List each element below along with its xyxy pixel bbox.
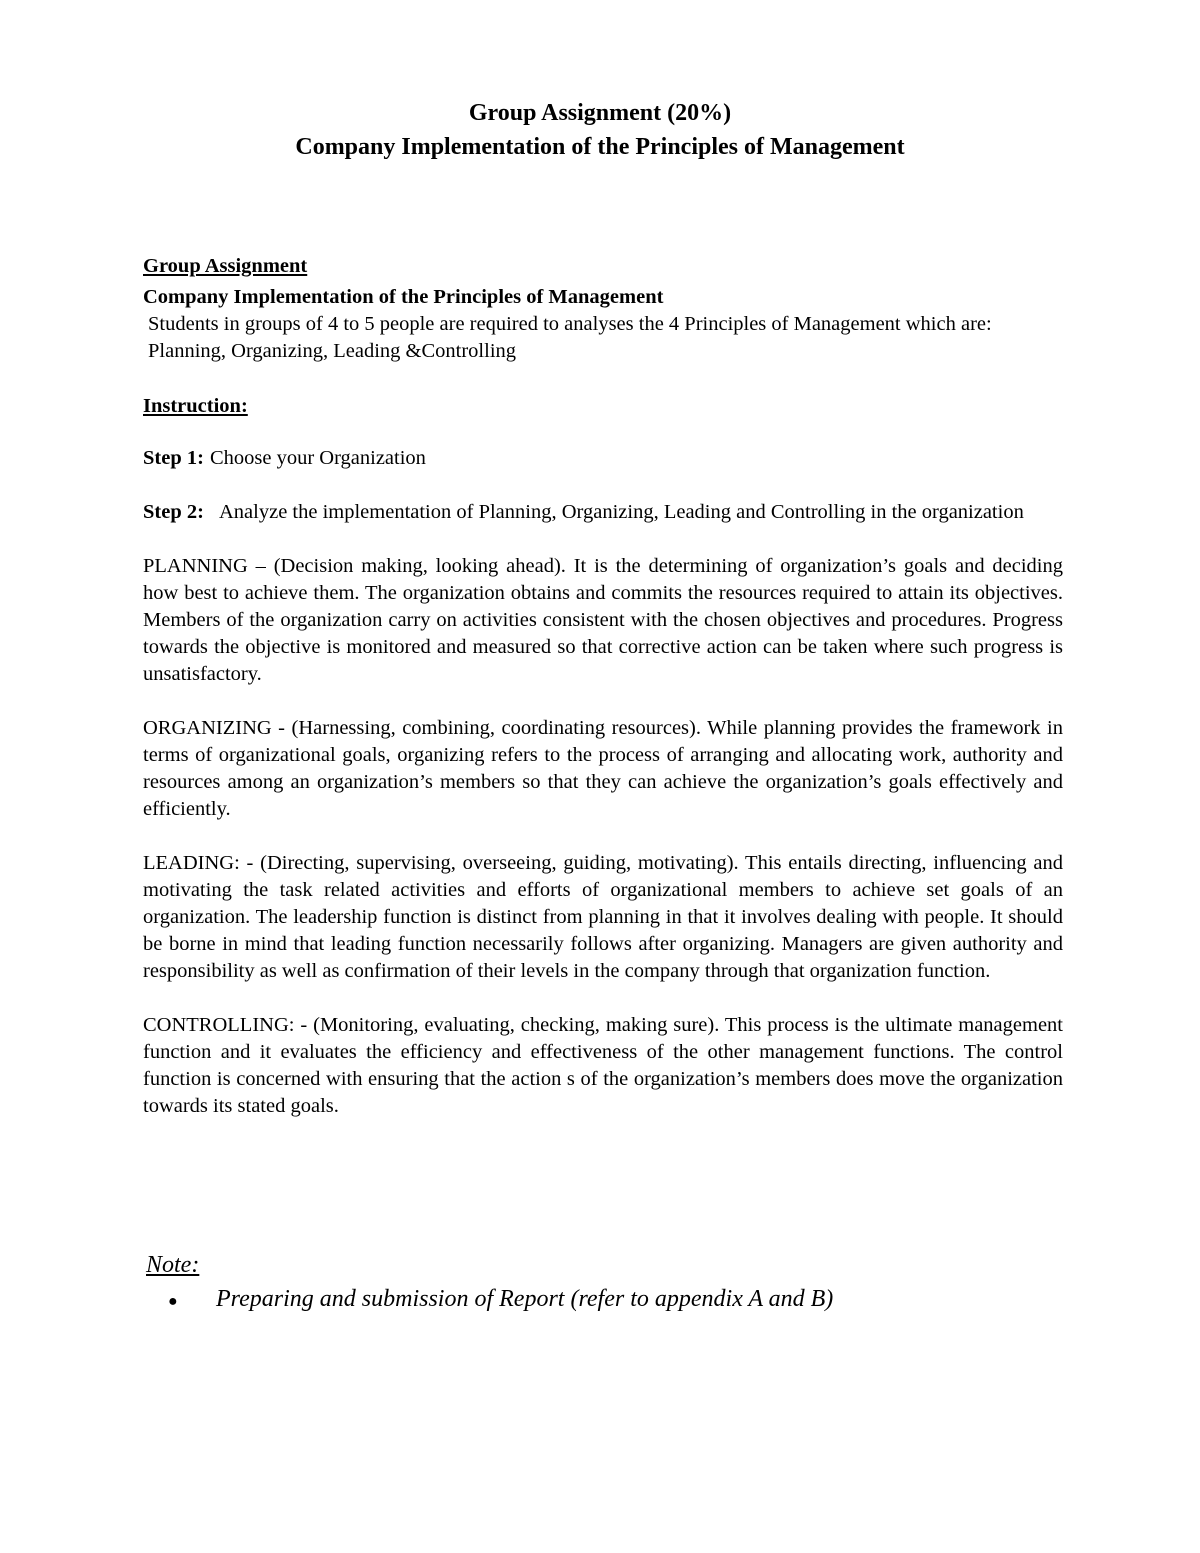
step-1: [143, 445, 1063, 472]
step-2: [143, 499, 1063, 526]
section-heading-group-assignment: Group Assignment: [143, 255, 308, 277]
controlling-paragraph: CONTROLLING: - (Monitoring, evaluating, checking, making sure). This process is the ultimate management function and it evaluates the efficiency and effectiveness of the other management functions. The control function is concerned with ensuring that the action s of the organization’s members does move the organization towards its stated goals.: [143, 1014, 1063, 1117]
note-list-item: [168, 1282, 833, 1319]
bullet-dot-icon: ●: [168, 1293, 178, 1310]
step-2-text: Analyze the implementation of Planning, Organizing, Leading and Controlling in the organization: [219, 501, 1024, 523]
document-title: [0, 96, 1200, 164]
title-line-2: Company Implementation of the Principles of Management: [295, 134, 905, 160]
title-line-1: Group Assignment (20%): [468, 100, 732, 126]
step-1-label: Step 1:: [143, 447, 204, 469]
step-1-text: Choose your Organization: [209, 447, 426, 469]
planning-paragraph: PLANNING – (Decision making, looking ahead). It is the determining of organization’s goals and deciding how best to achieve them. The organization obtains and commits the resources required to attain its objectives. Members of the organization carry on activities consistent with the chosen objectives and procedures. Progress towards the objective is monitored and measured so that corrective action can be taken where such progress is unsatisfactory.: [143, 555, 1063, 685]
note-section: [146, 1248, 833, 1319]
note-title: Note:: [146, 1252, 200, 1278]
organizing-paragraph: ORGANIZING - (Harnessing, combining, coordinating resources). While planning provides the framework in terms of organizational goals, organizing refers to the process of arranging and allocating work, authority and resources among an organization’s members so that they can achieve the organization’s goals effectively and efficiently.: [143, 717, 1063, 820]
document-body: [143, 253, 1063, 1120]
intro-paragraph: Students in groups of 4 to 5 people are required to analyses the 4 Principles of Management which are: Planning, Organizing, Leading &Controlling: [148, 313, 992, 362]
leading-paragraph: LEADING: - (Directing, supervising, overseeing, guiding, motivating). This entails directing, influencing and motivating the task related activities and efforts of organizational members to achieve set goals of an organization. The leadership function is distinct from planning in that it involves dealing with people. It should be borne in mind that leading function necessarily follows after organizing. Managers are given authority and responsibility as well as confirmation of their levels in the company through that organization function.: [143, 852, 1063, 982]
section-heading-instruction: Instruction:: [143, 395, 248, 417]
note-item-text: Preparing and submission of Report (refer to appendix A and B): [216, 1286, 834, 1312]
section-subheading: Company Implementation of the Principles of Management: [143, 286, 664, 308]
step-2-label: Step 2:: [143, 501, 204, 523]
